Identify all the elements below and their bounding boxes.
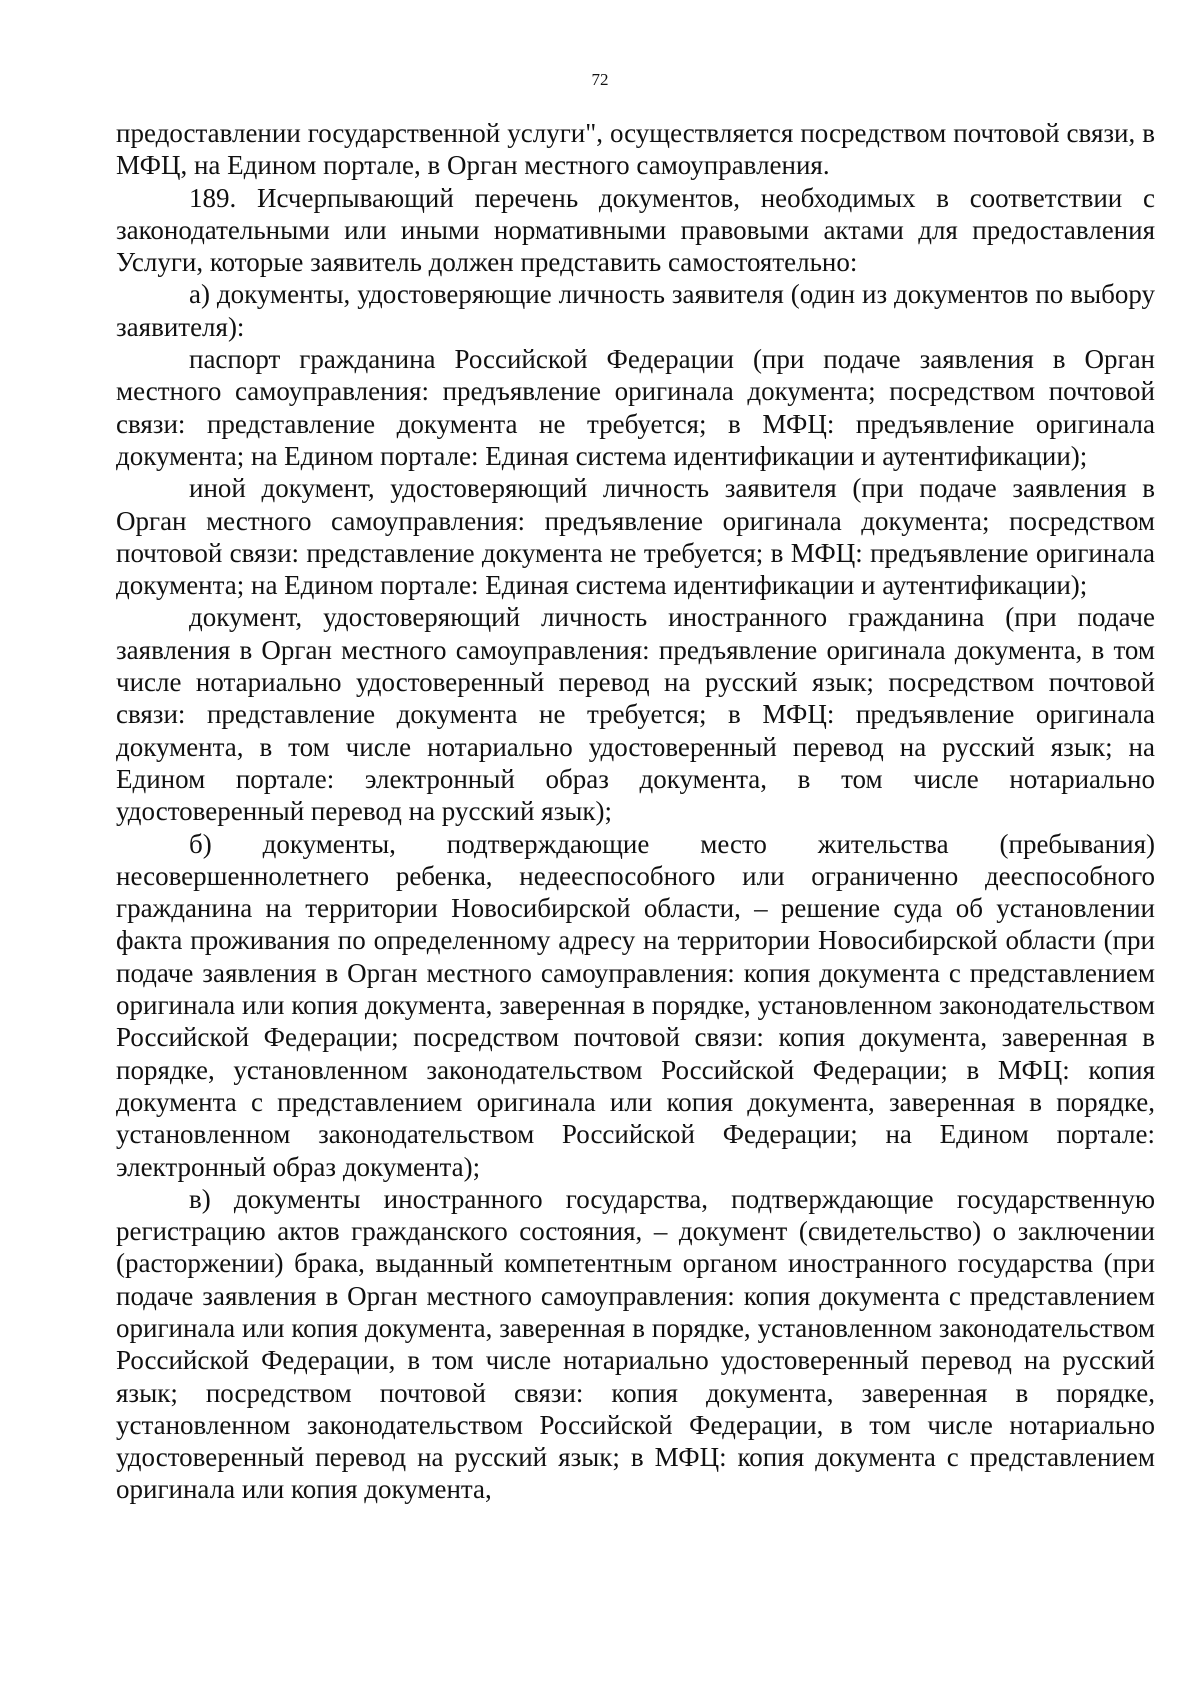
paragraph-other-id-document: иной документ, удостоверяющий личность заявителя (при подаче заявления в Орган местного самоуправления: предъявление оригинала документа; посредством почтовой связи: представление документа не требуется; в МФЦ: предъявление оригинала документа; на Едином портале: Единая система идентификации и аутентификации); [116, 473, 1155, 601]
paragraph-foreign-citizen-document: документ, удостоверяющий личность иностранного гражданина (при подаче заявления в Орган местного самоуправления: предъявление оригинала документа, в том числе нотариально удостоверенный перевод на русский язык; посредством почтовой связи: представление документа не требуется; в МФЦ: предъявление оригинала документа, в том числе нотариально удостоверенный перевод на русский язык; на Едином портале: электронный образ документа, в том числе нотариально удостоверенный перевод на русский язык); [116, 602, 1155, 827]
paragraph-subitem-v: в) документы иностранного государства, подтверждающие государственную регистрацию актов гражданского состояния, – документ (свидетельство) о заключении (расторжении) брака, выданный компетентным органом иностранного государства (при подаче заявления в Орган местного самоуправления: копия документа с представлением оригинала или копия документа, заверенная в порядке, установленном законодательством Российской Федерации, в том числе нотариально удостоверенный перевод на русский язык; посредством почтовой связи: копия документа, заверенная в порядке, установленном законодательством Российской Федерации, в том числе нотариально удостоверенный перевод на русский язык; в МФЦ: копия документа с представлением оригинала или копия документа, [116, 1183, 1155, 1505]
paragraph-passport: паспорт гражданина Российской Федерации (при подаче заявления в Орган местного самоуправления: предъявление оригинала документа; посредством почтовой связи: представление документа не требуется; в МФЦ: предъявление оригинала документа; на Едином портале: Единая система идентификации и аутентификации); [116, 344, 1155, 471]
paragraph-continuation: предоставлении государственной услуги", осуществляется посредством почтовой связи, в МФЦ, на Едином портале, в Орган местного самоуправления. [116, 118, 1155, 181]
page-number: 72 [591, 70, 609, 89]
document-body [116, 117, 1155, 1506]
paragraph-subitem-b: б) документы, подтверждающие место жительства (пребывания) несовершеннолетнего ребенка, недееспособного или ограниченно дееспособного гражданина на территории Новосибирской области, – решение суда об установлении факта проживания по определенному адресу на территории Новосибирской области (при подаче заявления в Орган местного самоуправления: копия документа с представлением оригинала или копия документа, заверенная в порядке, установленном законодательством Российской Федерации; посредством почтовой связи: копия документа, заверенная в порядке, установленном законодательством Российской Федерации; в МФЦ: копия документа с представлением оригинала или копия документа, заверенная в порядке, установленном законодательством Российской Федерации; на Едином портале: электронный образ документа); [116, 828, 1155, 1182]
paragraph-item-189: 189. Исчерпывающий перечень документов, необходимых в соответствии с законодательными или иными нормативными правовыми актами для предоставления Услуги, которые заявитель должен представить самостоятельно: [116, 182, 1155, 278]
paragraph-subitem-a: а) документы, удостоверяющие личность заявителя (один из документов по выбору заявителя): [116, 279, 1155, 342]
